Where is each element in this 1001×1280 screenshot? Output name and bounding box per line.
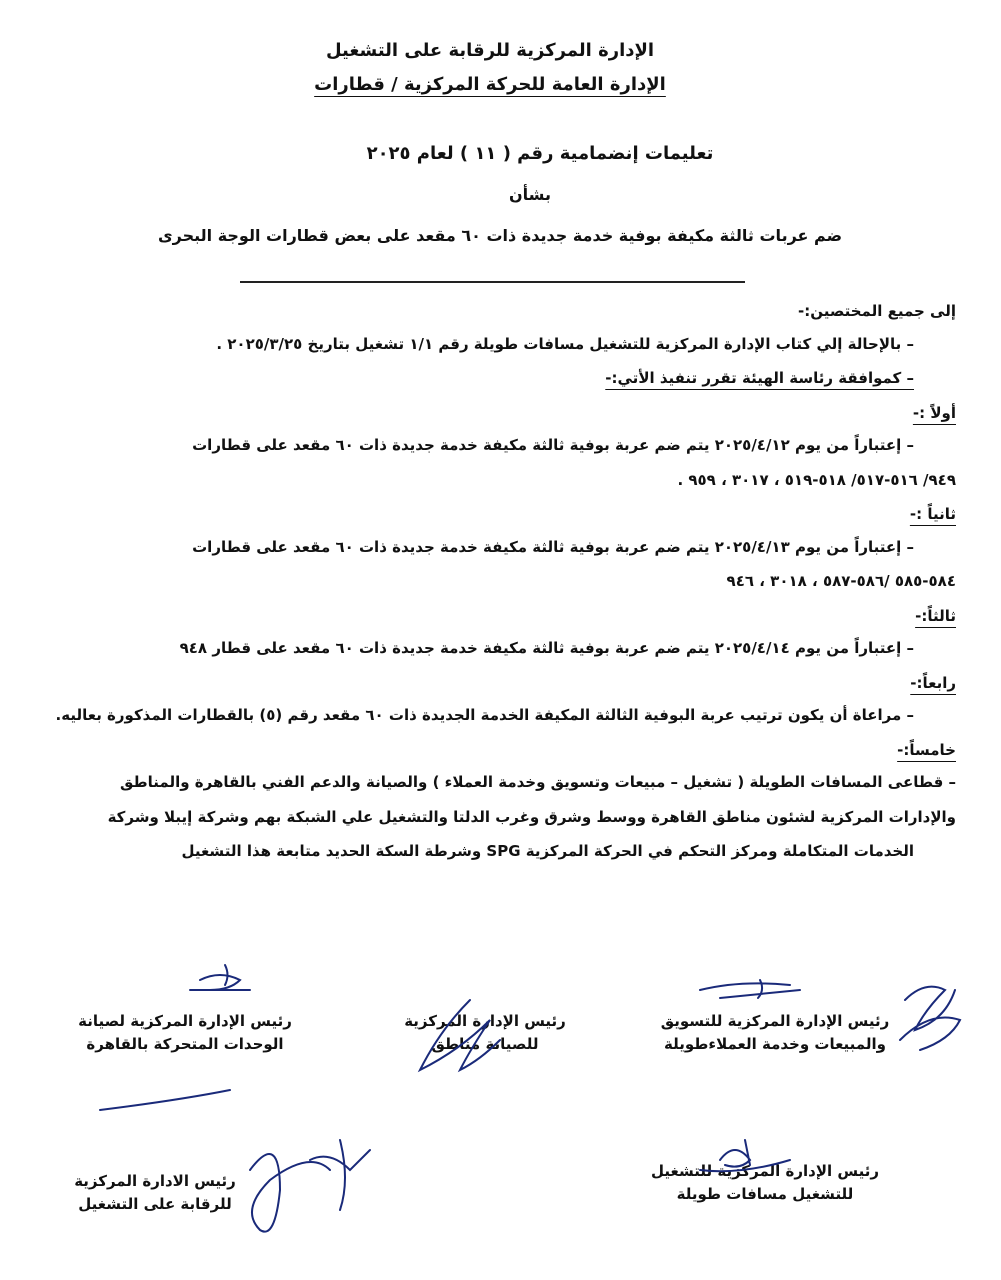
header-line-1: الإدارة المركزية للرقابة على التشغيل <box>325 40 655 61</box>
section-heading: ثانياً :- <box>909 505 956 523</box>
signature-title: الوحدات المتحركة بالقاهرة <box>86 1034 284 1053</box>
title-main: تعليمات إنضمامية رقم ( ١١ ) لعام ٢٠٢٥ <box>366 143 714 164</box>
section-line: ٥٨٤-٥٨٥ /٥٨٦-٥٨٧ ، ٣٠١٨ ، ٩٤٦ <box>726 572 956 590</box>
title-regarding: بشأن <box>509 185 551 204</box>
section-line: والإدارات المركزية لشئون مناطق القاهرة ووسط وشرق وغرب الدلتا والتشغيل علي الشبكة بهم وشركة إيبلا وشركة <box>107 807 956 826</box>
section-heading: أولاً :- <box>912 403 956 422</box>
handwritten-signatures <box>0 960 990 1270</box>
header-line-2: الإدارة العامة للحركة المركزية / قطارات <box>314 74 666 95</box>
document-body <box>40 300 956 875</box>
section-heading: خامساً:- <box>897 740 956 759</box>
signature-title: للصيانة مناطق <box>431 1034 539 1053</box>
section-4 <box>40 672 956 727</box>
section-line: ٩٤٩/ ٥١٦-٥١٧/ ٥١٨-٥١٩ ، ٣٠١٧ ، ٩٥٩ . <box>677 470 956 489</box>
intro-bullet-1: – بالإحالة إلي كتاب الإدارة المركزية للتشغيل مسافات طويلة رقم ١/١ تشغيل بتاريخ ٢٠٢٥/٣/٢٥ . <box>216 334 914 353</box>
intro-bullet-2: – كموافقة رئاسة الهيئة تقرر تنفيذ الأتي:- <box>605 369 914 387</box>
section-5 <box>40 739 956 863</box>
section-heading: ثالثاً:- <box>915 606 956 625</box>
signature-title: والمبيعات وخدمة العملاءطويلة <box>664 1034 886 1053</box>
section-2 <box>40 503 956 593</box>
signature-title: رئيس الإدارة المركزية لصيانة <box>78 1012 292 1030</box>
section-3 <box>40 605 956 660</box>
section-line: الخدمات المتكاملة ومركز التحكم في الحركة المركزية SPG وشرطة السكة الحديد متابعة هذا التشغيل <box>181 842 914 860</box>
section-line: – مراعاة أن يكون ترتيب عربة البوفية الثالثة المكيفة الخدمة الجديدة ذات ٦٠ مقعد رقم (٥) بالقطارات المذكورة بعاليه. <box>55 706 914 724</box>
title-subject: ضم عربات ثالثة مكيفة بوفية خدمة جديدة ذات ٦٠ مقعد على بعض قطارات الوجة البحرى <box>157 226 843 245</box>
signature-title: للرقابة على التشغيل <box>78 1194 232 1213</box>
addressee: إلى جميع المختصين:- <box>797 302 956 320</box>
signature-title: رئيس الادارة المركزية <box>74 1172 236 1190</box>
signature-title: للتشغيل مسافات طويلة <box>676 1184 854 1203</box>
signature-title: رئيس الإدارة المركزية للتشغيل <box>651 1162 879 1180</box>
signature-title: رئيس الإدارة المركزية <box>404 1012 566 1030</box>
signature-title: رئيس الإدارة المركزية للتسويق <box>660 1012 890 1030</box>
section-heading: رابعاً:- <box>910 673 956 692</box>
section-line: – إعتباراً من يوم ٢٠٢٥/٤/١٣ يتم ضم عربة بوفية ثالثة مكيفة خدمة جديدة ذات ٦٠ مقعد على قطارات <box>192 537 914 556</box>
title-divider <box>240 281 745 283</box>
section-line: – إعتباراً من يوم ٢٠٢٥/٤/١٢ يتم ضم عربة بوفية ثالثة مكيفة خدمة جديدة ذات ٦٠ مقعد على قطارات <box>192 436 914 454</box>
document-intro <box>40 300 956 390</box>
section-line: – قطاعى المسافات الطويلة ( تشغيل – مبيعات وتسويق وخدمة العملاء ) والصيانة والدعم الفني بالقاهرة والمناطق <box>119 773 956 791</box>
section-line: – إعتباراً من يوم ٢٠٢٥/٤/١٤ يتم ضم عربة بوفية ثالثة مكيفة خدمة جديدة ذات ٦٠ مقعد على قطار ٩٤٨ <box>179 639 914 657</box>
section-1 <box>40 402 956 492</box>
